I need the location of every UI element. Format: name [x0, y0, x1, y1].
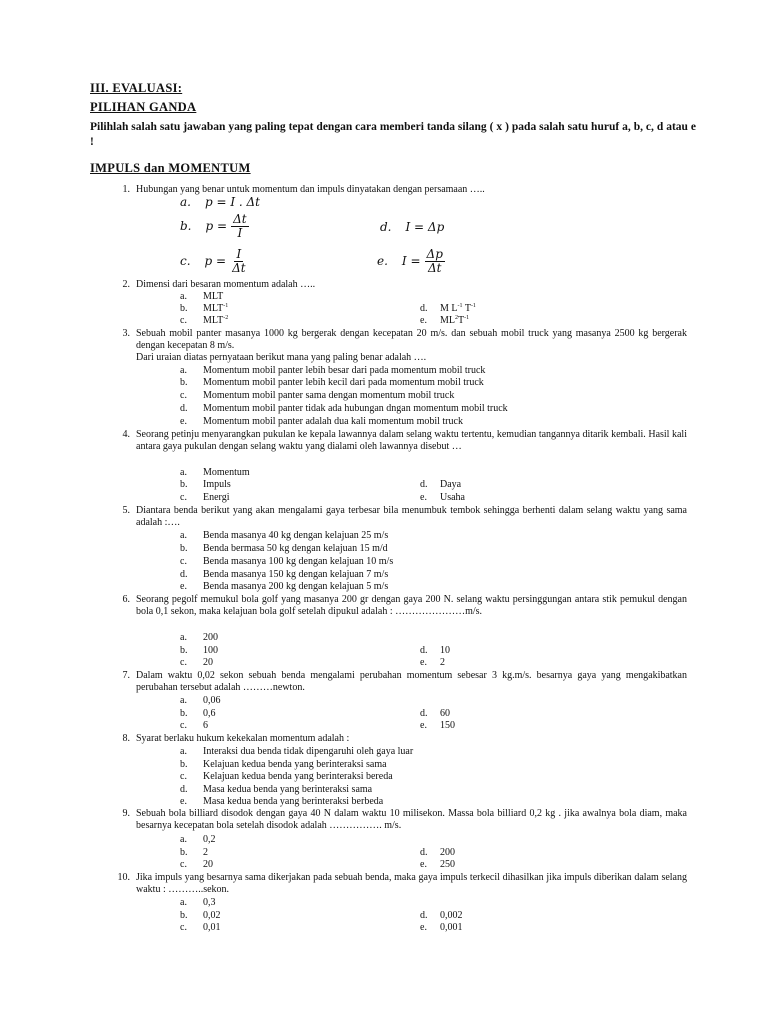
option-label: c.	[180, 657, 187, 668]
option-label: a.	[180, 746, 187, 757]
option-label: c.	[180, 859, 187, 870]
option-d[interactable]	[420, 303, 428, 314]
option-a-text: Interaksi dua benda tidak dipengaruhi oleh gaya luar	[203, 746, 414, 757]
question-stem: Syarat berlaku hukum kekekalan momentum adalah :	[136, 733, 350, 744]
section-heading: III. EVALUASI:	[90, 81, 183, 95]
fraction-denominator: I	[237, 225, 243, 240]
option-b-text: Kelajuan kedua benda yang berinteraksi sama	[203, 759, 387, 770]
question-stem: Sebuah mobil panter masanya 1000 kg bergerak dengan kecepatan 20 m/s. dan sebuah mobil truck yang masanya 2500 kg bergerak dengan kecepatan 8 m/s.	[136, 328, 687, 351]
option-b-text: 0,6	[203, 708, 216, 719]
option-e[interactable]	[420, 859, 427, 870]
option-label: e.	[180, 796, 187, 807]
fraction-numerator: Δt	[233, 211, 247, 226]
option-d[interactable]	[420, 479, 428, 490]
option-c[interactable]	[180, 859, 187, 870]
option-label: a.	[180, 195, 191, 209]
question-number: 3.	[122, 328, 130, 339]
option-c-text: 20	[203, 657, 213, 668]
option-b[interactable]	[180, 479, 188, 490]
option-label: b.	[180, 219, 192, 233]
question-number: 10.	[117, 872, 130, 883]
formula-text: p = I . Δt	[204, 195, 261, 209]
option-e-text: Usaha	[440, 492, 465, 503]
option-label: e.	[420, 720, 427, 731]
option-e[interactable]	[180, 416, 187, 427]
option-a[interactable]	[180, 834, 187, 845]
question-stem: Dimensi dari besaran momentum adalah …..	[136, 279, 316, 290]
option-d[interactable]	[420, 708, 428, 719]
fraction	[230, 248, 248, 275]
option-e-text: 2	[440, 657, 445, 668]
option-a[interactable]	[180, 530, 187, 541]
option-a[interactable]	[180, 365, 187, 376]
fraction	[231, 213, 249, 240]
option-e[interactable]	[180, 581, 187, 592]
option-label: e.	[420, 657, 427, 668]
option-e-text: 250	[440, 859, 455, 870]
option-c[interactable]	[180, 556, 187, 567]
option-a[interactable]	[180, 695, 187, 706]
option-label: b.	[180, 303, 188, 314]
option-d-text: 200	[440, 847, 455, 858]
option-d-text: M $L^{-1}$ $T^{-1}$	[440, 303, 476, 314]
option-label: a.	[180, 365, 187, 376]
option-label: c.	[180, 556, 187, 567]
option-e[interactable]	[420, 657, 427, 668]
option-label: d.	[380, 220, 392, 234]
option-a-text: Momentum	[203, 467, 250, 478]
option-a-text: 0,2	[203, 834, 216, 845]
question-number: 6.	[122, 594, 130, 605]
question-stem: Jika impuls yang besarnya sama dikerjakan pada sebuah benda, maka gaya impuls terkecil dihasilkan jika impuls diberikan dalam selang waktu : ………..sekon.	[136, 872, 687, 895]
option-d[interactable]	[420, 847, 428, 858]
option-e[interactable]	[180, 796, 187, 807]
question-number: 8.	[122, 733, 130, 744]
option-label: d.	[180, 403, 188, 414]
option-label: c.	[180, 720, 187, 731]
option-b-text: Benda bermasa 50 kg dengan kelajuan 15 m/d	[203, 543, 388, 554]
option-label: d.	[420, 708, 428, 719]
option-label: d.	[420, 479, 428, 490]
option-c[interactable]	[180, 492, 187, 503]
fraction	[425, 248, 445, 275]
option-e-text: Masa kedua benda yang berinteraksi berbeda	[203, 796, 384, 807]
option-c-text: Kelajuan kedua benda yang berinteraksi bereda	[203, 771, 393, 782]
question-stem: Dalam waktu 0,02 sekon sebuah benda mengalami perubahan momentum sebesar 3 kg.m/s. besarnya gaya yang mengakibatkan perubahan tersebut adalah ………newton.	[136, 670, 687, 693]
formula-lhs: I =	[401, 254, 421, 268]
option-a[interactable]	[180, 467, 187, 478]
option-d[interactable]	[420, 645, 428, 656]
option-a-text: 0,3	[203, 897, 216, 908]
option-c[interactable]	[180, 246, 248, 276]
option-label: a.	[180, 291, 187, 302]
question-number: 9.	[122, 808, 130, 819]
fraction-denominator: Δt	[232, 260, 246, 275]
option-e[interactable]	[420, 922, 427, 933]
option-label: b.	[180, 910, 188, 921]
option-e[interactable]	[420, 492, 427, 503]
option-b-text: 100	[203, 645, 218, 656]
fraction-numerator: I	[236, 246, 242, 261]
option-label: a.	[180, 695, 187, 706]
option-c-text: 6	[203, 720, 208, 731]
option-b-text: 0,02	[203, 910, 221, 921]
option-c[interactable]	[180, 390, 187, 401]
question-stem: Diantara benda berikut yang akan mengalami gaya terbesar bila menumbuk tembok sehingga berhenti dalam selang waktu yang sama adalah :….	[136, 505, 687, 528]
option-c-text: 0,01	[203, 922, 221, 933]
question-stem: Seorang pegolf memukul bola golf yang masanya 200 gr dengan gaya 200 N. selang waktu persinggungan antara stik pemukul dengan bola 0,1 sekon, maka kelajuan bola golf setelah dipukul adalah : …………………m/s.	[136, 594, 687, 617]
formula-text: I = Δp	[405, 220, 445, 234]
question-number: 7.	[122, 670, 130, 681]
option-d-text: 10	[440, 645, 450, 656]
option-label: a.	[180, 834, 187, 845]
option-b[interactable]	[180, 303, 188, 314]
option-label: d.	[180, 784, 188, 795]
option-label: e.	[180, 581, 187, 592]
option-e-text: Momentum mobil panter adalah dua kali momentum mobil truck	[203, 416, 463, 427]
question-number: 4.	[122, 429, 130, 440]
option-label: e.	[420, 315, 427, 326]
option-c-text: 20	[203, 859, 213, 870]
option-b[interactable]	[180, 910, 188, 921]
option-a-text: 200	[203, 632, 218, 643]
option-label: d.	[180, 569, 188, 580]
option-label: a.	[180, 632, 187, 643]
option-a-text: 0,06	[203, 695, 221, 706]
fraction-denominator: Δt	[427, 260, 442, 275]
option-c[interactable]	[180, 657, 187, 668]
option-label: c.	[180, 390, 187, 401]
subheading: PILIHAN GANDA	[90, 100, 197, 114]
option-e-text: $ML^2T^{-1}$	[440, 315, 470, 326]
question-stem: Sebuah bola billiard disodok dengan gaya 40 N dalam waktu 10 milisekon. Massa bola billiard 0,2 kg . jika awalnya bola diam, maka besarnya kecepatan bola setelah disodok adalah ……………. m/s.	[136, 808, 687, 831]
option-b[interactable]	[180, 211, 249, 241]
option-a[interactable]	[180, 746, 187, 757]
option-label: e.	[420, 859, 427, 870]
option-b-text: $MLT^{-1}$	[203, 303, 229, 314]
option-b[interactable]	[180, 645, 188, 656]
option-b-text: Impuls	[203, 479, 231, 490]
option-e[interactable]	[420, 315, 427, 326]
option-label: b.	[180, 479, 188, 490]
option-d[interactable]	[420, 910, 428, 921]
topic-heading: IMPULS dan MOMENTUM	[90, 161, 251, 175]
option-label: a.	[180, 897, 187, 908]
option-d-text: 0,002	[440, 910, 463, 921]
question-number: 1.	[122, 184, 130, 195]
option-b[interactable]	[180, 847, 188, 858]
option-b[interactable]	[180, 543, 188, 554]
option-label: c.	[180, 922, 187, 933]
option-c-text: Benda masanya 100 kg dengan kelajuan 10 m/s	[203, 556, 394, 567]
option-label: b.	[180, 377, 188, 388]
question-stem: Hubungan yang benar untuk momentum dan impuls dinyatakan dengan persamaan …..	[136, 184, 485, 195]
option-d[interactable]	[180, 403, 188, 414]
formula-lhs: p =	[205, 219, 228, 233]
option-e[interactable]	[420, 720, 427, 731]
option-label: d.	[420, 645, 428, 656]
option-label: d.	[420, 910, 428, 921]
option-c[interactable]	[180, 720, 187, 731]
option-c-text: $MLT^{-2}$	[203, 315, 229, 326]
option-label: c.	[180, 771, 187, 782]
option-c-text: Momentum mobil panter sama dengan momentum mobil truck	[203, 390, 455, 401]
option-label: e.	[420, 922, 427, 933]
option-c[interactable]	[180, 922, 187, 933]
option-label: b.	[180, 759, 188, 770]
option-d-text: Masa kedua benda yang berinteraksi sama	[203, 784, 373, 795]
option-a-text: MLT	[203, 291, 224, 302]
option-a[interactable]	[180, 632, 187, 643]
formula-lhs: p =	[204, 254, 227, 268]
option-b-text: 2	[203, 847, 208, 858]
option-d-text: Benda masanya 150 kg dengan kelajuan 7 m/s	[203, 569, 389, 580]
option-label: b.	[180, 708, 188, 719]
option-label: b.	[180, 543, 188, 554]
option-label: b.	[180, 847, 188, 858]
option-label: d.	[420, 847, 428, 858]
option-c[interactable]	[180, 771, 187, 782]
question-stem-continued: Dari uraian diatas pernyataan berikut mana yang paling benar adalah ….	[136, 352, 427, 363]
option-a[interactable]	[180, 897, 187, 908]
option-label: e.	[420, 492, 427, 503]
option-b[interactable]	[180, 377, 188, 388]
option-c[interactable]	[180, 315, 187, 326]
option-b[interactable]	[180, 759, 188, 770]
option-label: b.	[180, 645, 188, 656]
option-label: c.	[180, 254, 191, 268]
option-d-text: 60	[440, 708, 450, 719]
option-d[interactable]	[180, 569, 188, 580]
option-label: a.	[180, 530, 187, 541]
option-label: a.	[180, 467, 187, 478]
fraction-numerator: Δp	[426, 246, 443, 261]
option-label: c.	[180, 315, 187, 326]
option-e-text: 0,001	[440, 922, 463, 933]
instruction: Pilihlah salah satu jawaban yang paling tepat dengan cara memberi tanda silang ( x ) pada salah satu huruf a, b, c, d atau e !	[90, 121, 696, 148]
option-label: c.	[180, 492, 187, 503]
option-label: e.	[377, 254, 388, 268]
option-a-text: Momentum mobil panter lebih besar dari pada momentum mobil truck	[203, 365, 486, 376]
option-e-text: Benda masanya 200 kg dengan kelajuan 5 m/s	[203, 581, 389, 592]
option-b-text: Momentum mobil panter lebih kecil dari pada momentum mobil truck	[203, 377, 484, 388]
option-b[interactable]	[180, 708, 188, 719]
option-a-text: Benda masanya 40 kg dengan kelajuan 25 m/s	[203, 530, 389, 541]
question-number: 2.	[122, 279, 130, 290]
option-e[interactable]	[377, 246, 445, 276]
option-e-text: 150	[440, 720, 455, 731]
option-a[interactable]	[180, 194, 260, 210]
option-label: d.	[420, 303, 428, 314]
option-d[interactable]	[180, 784, 188, 795]
option-d[interactable]	[380, 219, 444, 235]
option-d-text: Daya	[440, 479, 462, 490]
option-label: e.	[180, 416, 187, 427]
question-stem: Seorang petinju menyarangkan pukulan ke kepala lawannya dalam selang waktu tertentu, kemudian tangannya ditarik kembali. Hasil kali antara gaya pukulan dengan selang waktu yang dialami oleh lawannya disebut …	[136, 429, 687, 452]
question-number: 5.	[122, 505, 130, 516]
option-d-text: Momentum mobil panter tidak ada hubungan dngan momentum mobil truck	[203, 403, 508, 414]
option-a[interactable]	[180, 291, 187, 302]
option-c-text: Energi	[203, 492, 230, 503]
